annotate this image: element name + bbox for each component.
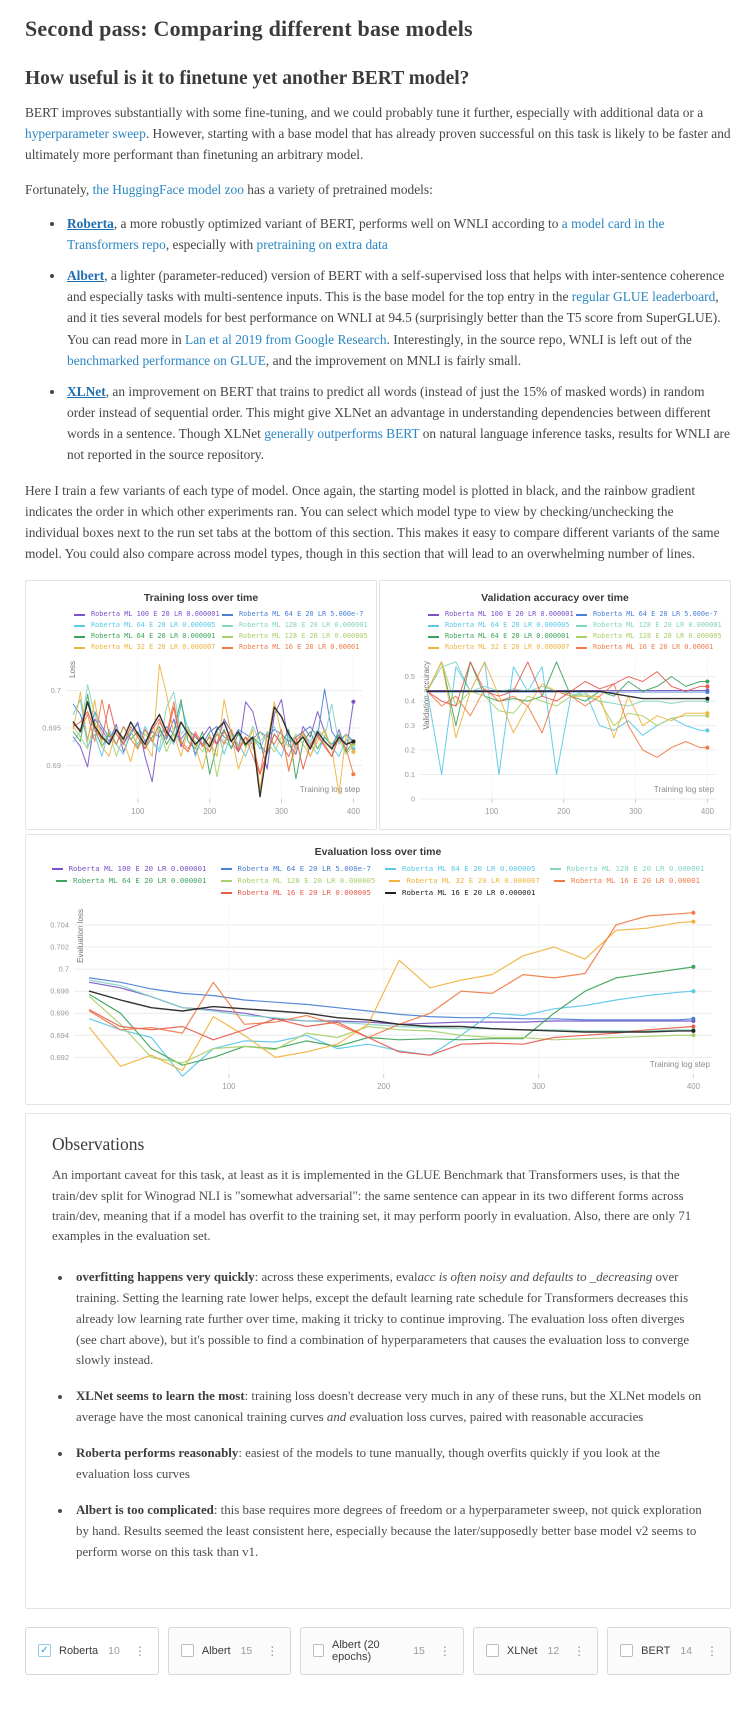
inline-link[interactable]: generally outperforms BERT (264, 426, 420, 442)
runset-label: Albert (201, 1644, 231, 1657)
runset-label: Roberta (59, 1644, 99, 1657)
legend-item: Roberta ML 16 E 20 LR 0.00001 (554, 875, 700, 887)
legend-dash-icon (576, 614, 587, 616)
legend-dash-icon (56, 880, 67, 882)
svg-text:0.2: 0.2 (404, 745, 415, 755)
inline-link[interactable]: the HuggingFace model zoo (92, 181, 244, 197)
legend-item: Roberta ML 64 E 20 LR 0.000005 (74, 620, 222, 631)
legend-dash-icon (221, 880, 232, 882)
legend-dash-icon (576, 647, 587, 649)
text-segment: has a variety of pretrained models: (243, 181, 433, 197)
legend-item: Roberta ML 64 E 20 LR 5.000e-7 (222, 609, 370, 620)
runset-label: Albert (20 epochs) (331, 1638, 380, 1663)
inline-link[interactable]: hyperparameter sweep (25, 126, 146, 142)
svg-text:0.704: 0.704 (50, 920, 69, 930)
legend-dash-icon (221, 892, 232, 894)
svg-text:0.3: 0.3 (404, 721, 415, 731)
validation-accuracy-plot[interactable] (380, 651, 730, 829)
text-segment-b: Roberta performs reasonably (76, 1446, 239, 1461)
runset-tab-bert[interactable] (607, 1627, 731, 1675)
legend-item: Roberta ML 128 E 20 LR 0.000001 (576, 620, 724, 631)
runset-count: 14 (680, 1644, 692, 1657)
svg-text:Evaluation loss: Evaluation loss (76, 909, 85, 964)
kebab-menu-icon[interactable]: ⋮ (266, 1643, 279, 1658)
text-segment: on natural language inference tasks, results for WNLI are not reported in the source repository. (67, 426, 730, 463)
kebab-menu-icon[interactable]: ⋮ (133, 1643, 146, 1658)
evaluation-loss-panel (25, 834, 731, 1105)
text-segment: , an improvement on BERT that trains to predict all words (instead of just the 15% of masked words) in random order instead of sequential order. This might give XLNet an advantage in understanding dependencies between different words in a sentence. Though XLNet (67, 383, 711, 442)
runset-tab-roberta[interactable] (25, 1627, 159, 1675)
legend-item: Roberta ML 32 E 20 LR 0.000007 (74, 642, 222, 651)
checkbox-unchecked-icon[interactable] (620, 1644, 633, 1657)
inline-link[interactable]: a model card in the Transformers repo (67, 215, 665, 252)
runset-count: 10 (108, 1644, 120, 1657)
inline-link[interactable]: pretraining on extra data (256, 236, 388, 252)
legend-item: Roberta ML 16 E 20 LR 0.000005 (221, 887, 372, 899)
page-title: Second pass: Comparing different base models (25, 16, 473, 41)
svg-text:Loss: Loss (68, 661, 77, 679)
observations-heading: Observations (52, 1134, 145, 1155)
intro-paragraph-2 (25, 179, 731, 200)
model-bullet-roberta (65, 213, 731, 255)
svg-text:0.692: 0.692 (50, 1053, 69, 1063)
legend-item: Roberta ML 128 E 20 LR 0.000005 (221, 875, 376, 887)
inline-link[interactable]: Roberta (67, 215, 114, 231)
svg-text:0.1: 0.1 (404, 770, 415, 780)
chart-legend (26, 861, 730, 899)
legend-dash-icon (554, 880, 565, 882)
legend-item: Roberta ML 128 E 20 LR 0.000001 (222, 620, 370, 631)
legend-dash-icon (576, 636, 587, 638)
inline-link[interactable]: benchmarked performance on GLUE (67, 352, 266, 368)
svg-text:0.695: 0.695 (42, 723, 61, 733)
legend-dash-icon (576, 625, 587, 627)
text-segment: , a more robustly optimized variant of BERT, performs well on WNLI according to (113, 215, 562, 231)
kebab-menu-icon[interactable]: ⋮ (706, 1643, 718, 1658)
text-segment: BERT improves substantially with some fine-tuning, and we could probably tune it further, especially with additional data or a (25, 105, 704, 120)
legend-item: Roberta ML 64 E 20 LR 0.000005 (385, 863, 536, 875)
svg-text:300: 300 (628, 807, 643, 817)
training-loss-plot[interactable] (26, 651, 376, 829)
chart-svg (380, 651, 730, 829)
chart-legend (380, 607, 730, 651)
chart-title: Validation accuracy over time (481, 592, 629, 605)
svg-text:0.696: 0.696 (50, 1008, 69, 1018)
legend-dash-icon (222, 636, 233, 638)
runset-tab-xlnet[interactable] (473, 1627, 598, 1675)
svg-text:0.4: 0.4 (404, 696, 415, 706)
legend-dash-icon (389, 880, 400, 882)
runset-tab-albert-20-epochs[interactable] (300, 1627, 464, 1675)
legend-dash-icon (428, 636, 439, 638)
kebab-menu-icon[interactable]: ⋮ (438, 1643, 451, 1658)
svg-text:200: 200 (203, 807, 217, 817)
inline-link[interactable]: Albert (67, 268, 105, 284)
svg-text:400: 400 (686, 1082, 700, 1092)
text-segment: , and it ties several models for best performance on WNLI at 94.5 (surprisingly better than the T5 score from SuperGLUE). You can read more in (67, 289, 721, 347)
legend-dash-icon (428, 625, 439, 627)
legend-dash-icon (428, 647, 439, 649)
svg-text:100: 100 (131, 807, 145, 817)
svg-text:Training log step: Training log step (299, 785, 360, 795)
svg-text:Validation accuracy: Validation accuracy (422, 661, 431, 731)
text-segment: . However, starting with a base model that has already proven successful on this task is likely to be faster and ultimately more performant than finetuning an arbitrary model. (25, 126, 731, 163)
text-segment: valuation loss curves, paired with reasonable accuracies (355, 1410, 644, 1425)
legend-dash-icon (385, 892, 396, 894)
text-segment: , and the improvement on MNLI is fairly small. (265, 352, 522, 368)
legend-item: Roberta ML 16 E 20 LR 0.00001 (222, 642, 370, 651)
checkbox-unchecked-icon[interactable] (181, 1644, 194, 1657)
runset-label: BERT (641, 1644, 671, 1657)
svg-text:0.5: 0.5 (404, 672, 415, 682)
legend-item: Roberta ML 64 E 20 LR 0.000001 (428, 631, 576, 642)
validation-accuracy-panel (379, 580, 731, 830)
legend-dash-icon (221, 868, 232, 870)
legend-dash-icon (222, 625, 233, 627)
svg-text:100: 100 (485, 807, 499, 817)
chart-svg (26, 899, 730, 1104)
legend-dash-icon (74, 647, 85, 649)
text-segment-i: acc is often noisy and defaults to _decreasing (417, 1269, 653, 1284)
legend-dash-icon (550, 868, 561, 870)
text-segment: : across these experiments, eval (254, 1269, 418, 1284)
model-bullet-albert (65, 265, 731, 371)
text-segment: . Interestingly, in the source repo, WNLI is left out of the (386, 331, 692, 347)
text-segment: : easiest of the models to tune manually, though overfits quickly if you look at the evaluation loss curves (76, 1446, 660, 1482)
chart-legend (26, 607, 376, 651)
intro-paragraph-1 (25, 102, 731, 166)
legend-item: Roberta ML 64 E 20 LR 5.000e-7 (576, 609, 724, 620)
legend-item: Roberta ML 16 E 20 LR 0.00001 (576, 642, 724, 651)
observations-list (72, 1267, 704, 1563)
checkbox-unchecked-icon[interactable] (486, 1644, 499, 1657)
checkbox-checked-icon[interactable]: ✓ (38, 1644, 51, 1657)
observation-xlnet (72, 1386, 704, 1428)
chart-title: Evaluation loss over time (314, 846, 442, 859)
svg-text:300: 300 (532, 1082, 546, 1092)
text-segment: , a lighter (parameter-reduced) version of BERT with a self-supervised loss that helps with inter-sentence coherence and especially tasks with multi-sentence inputs. This is the base model for the top entry in the (67, 268, 725, 305)
chart-row (25, 580, 731, 830)
svg-text:0.7: 0.7 (58, 964, 69, 974)
svg-text:400: 400 (700, 807, 714, 817)
legend-dash-icon (222, 614, 233, 616)
legend-item: Roberta ML 32 E 20 LR 0.000007 (389, 875, 540, 887)
chart-svg (26, 651, 376, 829)
observation-overfitting (72, 1267, 704, 1372)
legend-item: Roberta ML 128 E 20 LR 0.000005 (576, 631, 724, 642)
svg-text:300: 300 (274, 807, 289, 817)
text-segment-i: and e (326, 1410, 356, 1425)
inline-link[interactable]: regular GLUE leaderboard (571, 289, 716, 305)
svg-text:Training log step: Training log step (653, 785, 714, 795)
model-bullet-xlnet (65, 381, 731, 466)
legend-dash-icon (52, 868, 63, 870)
runset-label: XLNet (506, 1644, 538, 1657)
legend-item: Roberta ML 128 E 20 LR 0.000005 (222, 631, 370, 642)
text-segment-b: overfitting happens very quickly (76, 1269, 255, 1284)
training-loss-panel (25, 580, 377, 830)
legend-dash-icon (222, 647, 233, 649)
legend-item: Roberta ML 100 E 20 LR 0.000001 (52, 863, 207, 875)
svg-text:0.69: 0.69 (46, 761, 61, 771)
text-segment: Here I train a few variants of each type of model. Once again, the starting model is plotted in black, and the rainbow gradient indicates the order in which other experiments ran. You can select which model type to view by checking/unchecking the individual boxes next to the run set tabs at the bottom of this section. This makes it easy to compare different variants of the same model. You could also compare across model types, though in this section that will lead to an overwhelming number of lines. (25, 482, 720, 562)
legend-item: Roberta ML 128 E 20 LR 0.000001 (550, 863, 705, 875)
text-segment: : training loss doesn't decrease very much in any of these runs, but the XLNet models on average have the most canonical training curves (76, 1389, 702, 1425)
intro-paragraph-3 (25, 480, 731, 565)
observations-panel (25, 1113, 731, 1608)
svg-text:0.7: 0.7 (50, 686, 61, 696)
legend-dash-icon (74, 625, 85, 627)
text-segment: Fortunately, (25, 181, 93, 197)
svg-text:400: 400 (346, 807, 360, 817)
legend-item: Roberta ML 16 E 20 LR 0.000001 (385, 887, 536, 899)
svg-text:200: 200 (557, 807, 571, 817)
kebab-menu-icon[interactable]: ⋮ (573, 1643, 586, 1658)
svg-text:100: 100 (222, 1082, 236, 1092)
legend-dash-icon (385, 868, 396, 870)
legend-item: Roberta ML 64 E 20 LR 5.000e-7 (221, 863, 372, 875)
svg-text:0.694: 0.694 (50, 1031, 69, 1041)
text-segment: : this base requires more degrees of freedom or a hyperparameter sweep, not quick exploration by hand. Results seemed the least consistent here, especially because the later/supposedly better base model v2 seems to perform worse on this task than v1. (76, 1502, 702, 1559)
observation-roberta (72, 1443, 704, 1485)
runset-count: 15 (240, 1644, 253, 1657)
legend-dash-icon (74, 636, 85, 638)
inline-link[interactable]: XLNet (67, 383, 106, 399)
inline-link[interactable]: Lan et al 2019 from Google Research (185, 331, 387, 347)
svg-text:0.702: 0.702 (50, 942, 69, 952)
chart-title: Training loss over time (143, 592, 259, 605)
text-segment-b: Albert is too complicated (76, 1502, 214, 1517)
section-subtitle: How useful is it to finetune yet another BERT model? (25, 68, 470, 89)
legend-dash-icon (428, 614, 439, 616)
observation-albert (72, 1500, 704, 1563)
text-segment-b: XLNet seems to learn the most (76, 1389, 245, 1404)
evaluation-loss-plot[interactable] (26, 899, 730, 1104)
runset-count: 15 (413, 1644, 425, 1657)
checkbox-unchecked-icon[interactable] (313, 1644, 324, 1657)
legend-item: Roberta ML 64 E 20 LR 0.000005 (428, 620, 576, 631)
svg-text:200: 200 (377, 1082, 391, 1092)
legend-item: Roberta ML 32 E 20 LR 0.000007 (428, 642, 576, 651)
text-segment: , especially with (165, 236, 257, 252)
svg-text:0: 0 (410, 794, 415, 804)
text-segment: over training. Setting the learning rate lower helps, except the default learning rate schedule for Transformers decreases this already low learning rate further over time, making it tricky to continue improving. The evaluation loss often diverges (see chart above), but it's possible to find a combination of hyperparameters that causes the evaluation loss to converge slowly instead. (76, 1269, 690, 1368)
legend-item: Roberta ML 64 E 20 LR 0.000001 (74, 631, 222, 642)
svg-text:Training log step: Training log step (649, 1060, 710, 1070)
model-list (65, 213, 731, 466)
runset-count: 12 (547, 1644, 560, 1657)
runset-tabs (25, 1627, 731, 1675)
observations-caveat: An important caveat for this task, at least as it is implemented in the GLUE Benchmark that Transformers uses, is that the train/dev split for Winograd NLI is "somewhat adversarial": the same sentence can appear in its two different forms across train/dev, meaning that if a model has overfit to the training set, it may perform poorly in evaluation. Also, there are only 71 examples in the evaluation set. (52, 1168, 692, 1244)
legend-item: Roberta ML 64 E 20 LR 0.000001 (56, 875, 207, 887)
legend-item: Roberta ML 100 E 20 LR 0.000001 (428, 609, 576, 620)
svg-text:0.698: 0.698 (50, 986, 69, 996)
legend-dash-icon (74, 614, 85, 616)
legend-item: Roberta ML 100 E 20 LR 0.000001 (74, 609, 222, 620)
runset-tab-albert[interactable] (168, 1627, 291, 1675)
